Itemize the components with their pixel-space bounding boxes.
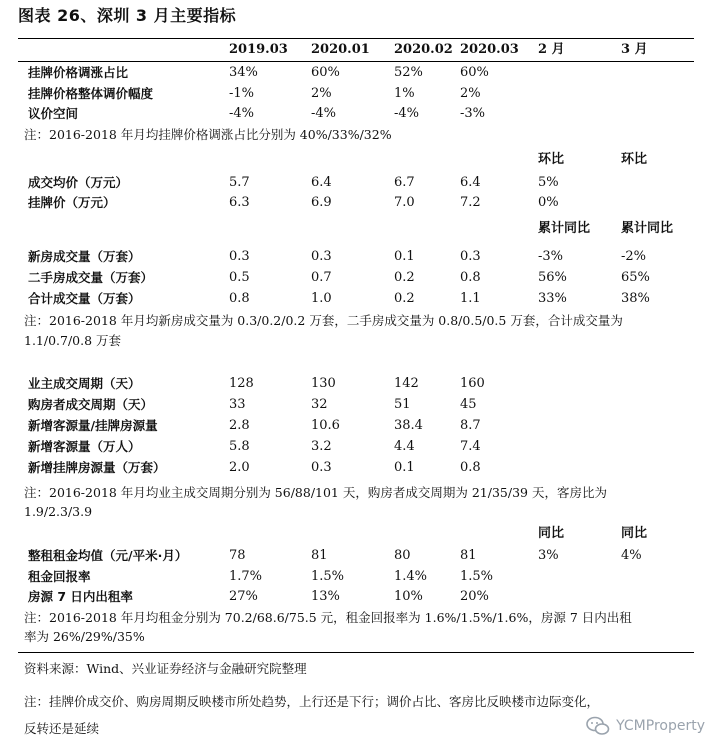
table-cell: 8.7 <box>460 418 481 433</box>
row-label: 新增客源量（万人） <box>28 439 141 454</box>
table-cell: 65% <box>621 270 650 285</box>
section-note: 1.9/2.3/3.9 <box>24 504 93 519</box>
col-header: 2 月 <box>538 42 565 57</box>
row-label: 购房者成交周期（天） <box>28 397 154 412</box>
table-cell: 51 <box>394 397 411 412</box>
table-cell: 0.3 <box>311 460 332 475</box>
table-cell: -1% <box>229 86 255 101</box>
table-cell: 0% <box>538 195 559 210</box>
table-cell: 52% <box>394 65 423 80</box>
table-cell: 1.5% <box>460 569 494 584</box>
row-label: 成交均价（万元） <box>28 175 129 190</box>
table-cell: 1% <box>394 86 415 101</box>
table-cell: 128 <box>229 376 254 391</box>
table-cell: 5% <box>538 175 559 190</box>
watermark <box>586 716 705 736</box>
table-cell: -4% <box>394 106 420 121</box>
sub-header: 同比 <box>538 526 565 541</box>
table-cell: 1.1 <box>460 291 481 306</box>
table-cell: 10% <box>394 589 423 604</box>
sub-header: 环比 <box>621 152 648 167</box>
table-cell: 81 <box>311 548 328 563</box>
row-label: 新房成交量（万套） <box>28 249 141 264</box>
row-label: 挂牌价（万元） <box>28 195 116 210</box>
row-label: 租金回报率 <box>28 569 91 584</box>
table-cell: 34% <box>229 65 258 80</box>
table-cell: 78 <box>229 548 246 563</box>
row-label: 房源 7 日内出租率 <box>28 589 133 604</box>
table-cell: 3% <box>538 548 559 563</box>
table-bottom-rule <box>18 652 694 653</box>
col-header: 2020.02 <box>394 42 453 57</box>
table-cell: 32 <box>311 397 328 412</box>
table-cell: 7.2 <box>460 195 481 210</box>
section-note: 注：2016-2018 年月均挂牌价格调涨占比分别为 40%/33%/32% <box>24 127 392 142</box>
row-label: 挂牌价格整体调价幅度 <box>28 86 154 101</box>
table-cell: 6.4 <box>311 175 332 190</box>
table-cell: 4.4 <box>394 439 415 454</box>
figure-title: 图表 26、深圳 3 月主要指标 <box>18 6 237 25</box>
row-label: 新增客源量/挂牌房源量 <box>28 418 158 433</box>
table-cell: 6.7 <box>394 175 415 190</box>
table-cell: 0.1 <box>394 460 415 475</box>
table-cell: 0.3 <box>311 249 332 264</box>
table-cell: 2% <box>460 86 481 101</box>
row-label: 挂牌价格调涨占比 <box>28 65 129 80</box>
table-cell: 0.1 <box>394 249 415 264</box>
table-cell: 6.4 <box>460 175 481 190</box>
table-cell: 13% <box>311 589 340 604</box>
table-cell: 1.4% <box>394 569 428 584</box>
sub-header: 同比 <box>621 526 648 541</box>
table-cell: 0.8 <box>460 460 481 475</box>
table-cell: 27% <box>229 589 258 604</box>
row-label: 业主成交周期（天） <box>28 376 141 391</box>
table-cell: 3.2 <box>311 439 332 454</box>
table-cell: 1.0 <box>311 291 332 306</box>
section-note: 注：2016-2018 年月均新房成交量为 0.3/0.2/0.2 万套，二手房成交量为 0.8/0.5/0.5 万套，合计成交量为 <box>24 313 623 328</box>
table-cell: 33 <box>229 397 246 412</box>
row-label: 议价空间 <box>28 106 79 121</box>
source-line: 资料来源：Wind、兴业证券经济与金融研究院整理 <box>24 661 307 676</box>
table-cell: 5.7 <box>229 175 250 190</box>
footnote: 注：挂牌价成交价、购房周期反映楼市所处趋势，上行还是下行；调价占比、客房比反映楼市边际变化， <box>24 694 600 709</box>
table-cell: -2% <box>621 249 647 264</box>
table-cell: -4% <box>229 106 255 121</box>
table-cell: 2.8 <box>229 418 250 433</box>
table-cell: 10.6 <box>311 418 340 433</box>
sub-header: 环比 <box>538 152 565 167</box>
table-cell: 1.7% <box>229 569 263 584</box>
table-cell: 7.0 <box>394 195 415 210</box>
table-cell: 45 <box>460 397 477 412</box>
table-cell: 80 <box>394 548 411 563</box>
table-cell: -4% <box>311 106 337 121</box>
col-header: 2020.03 <box>460 42 519 57</box>
section-note: 注：2016-2018 年月均业主成交周期分别为 56/88/101 天，购房者成交周期为 21/35/39 天，客房比为 <box>24 485 607 500</box>
table-cell: 4% <box>621 548 642 563</box>
table-cell: 5.8 <box>229 439 250 454</box>
watermark-text: YCMProperty <box>616 718 705 734</box>
col-header: 2020.01 <box>311 42 370 57</box>
col-header: 3 月 <box>621 42 648 57</box>
table-cell: 160 <box>460 376 485 391</box>
section-note: 1.1/0.7/0.8 万套 <box>24 333 122 348</box>
table-cell: 56% <box>538 270 567 285</box>
table-cell: 130 <box>311 376 336 391</box>
table-cell: 20% <box>460 589 489 604</box>
table-cell: 33% <box>538 291 567 306</box>
row-label: 整租租金均值（元/平米·月） <box>28 548 188 563</box>
table-cell: 38% <box>621 291 650 306</box>
section-note: 率为 26%/29%/35% <box>24 629 145 644</box>
table-cell: 60% <box>460 65 489 80</box>
row-label: 合计成交量（万套） <box>28 291 141 306</box>
table-cell: 81 <box>460 548 477 563</box>
table-cell: 38.4 <box>394 418 423 433</box>
table-cell: 0.2 <box>394 270 415 285</box>
table-cell: 0.3 <box>229 249 250 264</box>
table-cell: 60% <box>311 65 340 80</box>
row-label: 新增挂牌房源量（万套） <box>28 460 166 475</box>
table-cell: 0.8 <box>229 291 250 306</box>
sub-header: 累计同比 <box>538 221 591 236</box>
sub-header: 累计同比 <box>621 221 674 236</box>
table-cell: 0.7 <box>311 270 332 285</box>
table-cell: 7.4 <box>460 439 481 454</box>
table-cell: 0.8 <box>460 270 481 285</box>
table-cell: 6.3 <box>229 195 250 210</box>
table-cell: 6.9 <box>311 195 332 210</box>
table-cell: -3% <box>460 106 486 121</box>
table-cell: 0.2 <box>394 291 415 306</box>
table-cell: 0.5 <box>229 270 250 285</box>
table-cell: 0.3 <box>460 249 481 264</box>
table-cell: 2.0 <box>229 460 250 475</box>
table-cell: -3% <box>538 249 564 264</box>
table-top-rule <box>18 38 694 39</box>
table-cell: 2% <box>311 86 332 101</box>
wechat-icon <box>586 716 610 736</box>
table-cell: 142 <box>394 376 419 391</box>
section-note: 注：2016-2018 年月均租金分别为 70.2/68.6/75.5 元，租金回报率为 1.6%/1.5%/1.6%，房源 7 日内出租 <box>24 610 632 625</box>
table-cell: 1.5% <box>311 569 345 584</box>
footnote-continued: 反转还是延续 <box>24 721 100 736</box>
header-rule <box>18 61 694 62</box>
row-label: 二手房成交量（万套） <box>28 270 154 285</box>
col-header: 2019.03 <box>229 42 288 57</box>
